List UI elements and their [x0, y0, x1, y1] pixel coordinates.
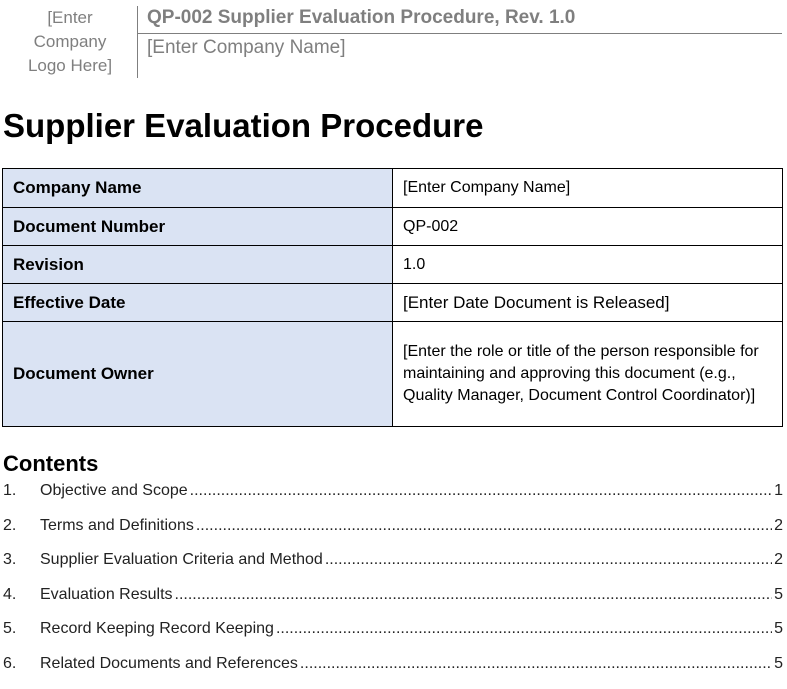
- toc-item-related-documents[interactable]: [3, 655, 783, 689]
- toc-label: Objective and Scope: [40, 482, 188, 500]
- toc-label: Related Documents and References: [40, 655, 298, 673]
- toc-leader-dots: [276, 620, 772, 638]
- header-document-title: QP-002 Supplier Evaluation Procedure, Rev. 1.0: [147, 7, 575, 29]
- toc-number: 1.: [3, 482, 40, 500]
- table-row: [3, 208, 783, 246]
- header-company-name: [Enter Company Name]: [147, 37, 346, 59]
- logo-placeholder: [Enter Company Logo Here]: [14, 6, 126, 78]
- toc-page-number: 5: [774, 586, 783, 604]
- table-row: [3, 246, 783, 284]
- toc-page-number: 5: [774, 655, 783, 673]
- toc-item-terms-and-definitions[interactable]: [3, 517, 783, 552]
- revision-value: 1.0: [393, 246, 783, 284]
- table-row: [3, 284, 783, 322]
- toc-leader-dots: [325, 551, 772, 569]
- toc-page-number: 2: [774, 551, 783, 569]
- toc-number: 6.: [3, 655, 40, 673]
- table-row: [3, 169, 783, 208]
- toc-leader-dots: [300, 655, 772, 673]
- toc-label: Record Keeping Record Keeping: [40, 620, 274, 638]
- toc-leader-dots: [175, 586, 773, 604]
- toc-page-number: 5: [774, 620, 783, 638]
- toc-page-number: 1: [774, 482, 783, 500]
- toc-label: Supplier Evaluation Criteria and Method: [40, 551, 323, 569]
- document-owner-label: Document Owner: [3, 322, 393, 427]
- header-divider-horizontal: [138, 33, 782, 34]
- toc-leader-dots: [190, 482, 772, 500]
- toc-item-record-keeping[interactable]: [3, 620, 783, 655]
- table-row: [3, 322, 783, 427]
- toc-number: 2.: [3, 517, 40, 535]
- contents-heading: Contents: [3, 450, 98, 478]
- document-number-label: Document Number: [3, 208, 393, 246]
- effective-date-value: [Enter Date Document is Released]: [393, 284, 783, 322]
- document-owner-value: [Enter the role or title of the person responsible for maintaining and approving this document (e.g., Quality Manager, Document Control Coordinator)]: [393, 322, 783, 427]
- revision-label: Revision: [3, 246, 393, 284]
- toc-page-number: 2: [774, 517, 783, 535]
- company-name-label: Company Name: [3, 169, 393, 208]
- toc-number: 3.: [3, 551, 40, 569]
- toc-item-evaluation-results[interactable]: [3, 586, 783, 621]
- document-title: Supplier Evaluation Procedure: [3, 106, 483, 146]
- header-divider-vertical: [137, 6, 138, 78]
- toc-item-objective-and-scope[interactable]: [3, 482, 783, 517]
- page-header: [0, 0, 787, 80]
- toc-label: Terms and Definitions: [40, 517, 194, 535]
- company-name-value: [Enter Company Name]: [393, 169, 783, 208]
- effective-date-label: Effective Date: [3, 284, 393, 322]
- document-number-value: QP-002: [393, 208, 783, 246]
- document-info-table: [2, 168, 783, 427]
- toc-item-evaluation-criteria[interactable]: [3, 551, 783, 586]
- toc-label: Evaluation Results: [40, 586, 173, 604]
- toc-number: 5.: [3, 620, 40, 638]
- toc-number: 4.: [3, 586, 40, 604]
- toc-leader-dots: [196, 517, 772, 535]
- table-of-contents: [3, 482, 783, 689]
